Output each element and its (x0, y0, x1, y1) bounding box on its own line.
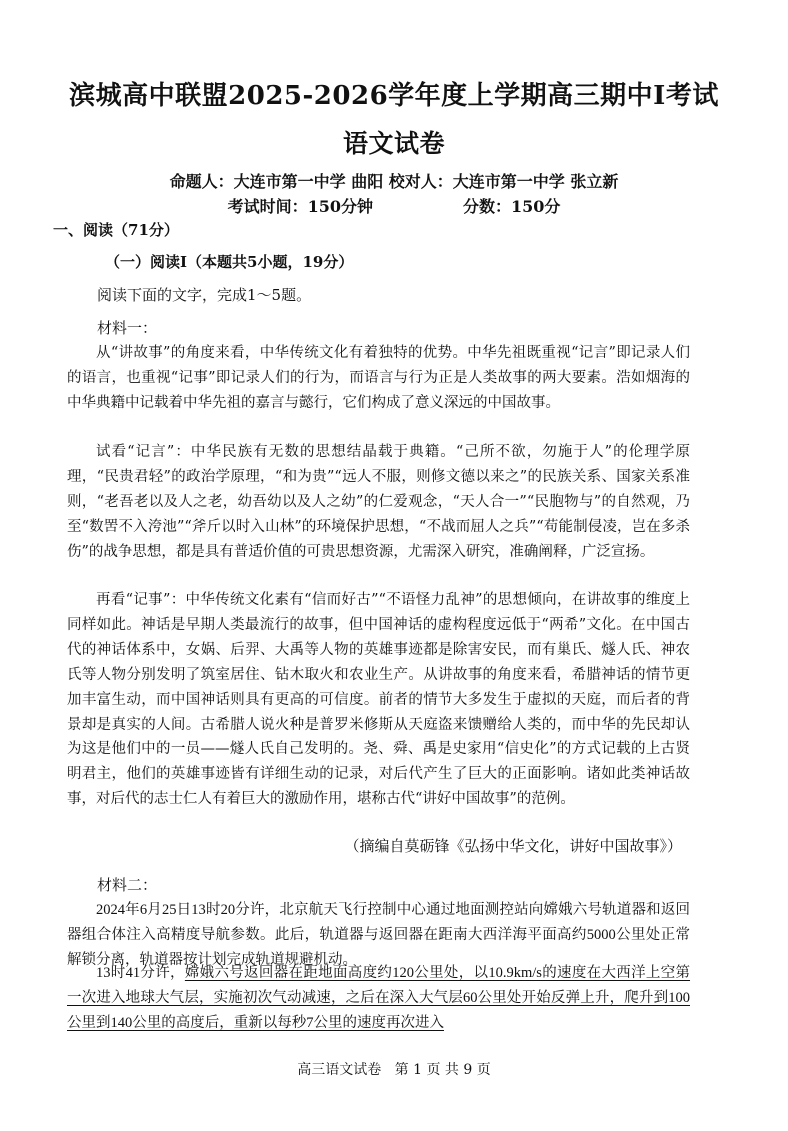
section-title: 一、阅读（71分） (53, 221, 179, 239)
exam-time: 考试时间：150分钟 (227, 197, 373, 216)
material-2-paragraph-1: 2024年6月25日13时20分许，北京航天飞行控制中心通过地面测控站向嫦娥六号轨道器和返回器组合体注入高精度导航参数。此后，轨道器与返回器在距南大西洋海平面高约5000公里处正常解锁分离，轨道器按计划完成轨道规避机动。 (67, 902, 690, 968)
exam-main-title: 滨城高中联盟2025-2026学年度上学期高三期中Ⅰ考试 (69, 81, 719, 111)
material-1-paragraph-2: 试看“记言”：中华民族有无数的思想结晶载于典籍。“己所不欲，勿施于人”的伦理学原理，“民贵君轻”的政治学原理，“和为贵”“远人不服，则修文德以来之”的民族关系、国家关系准则，“老吾老以及人之老，幼吾幼以及人之幼”的仁爱观念，“天人合一”“民胞物与”的自然观，乃至“数罟不入洿池”“斧斤以时入山林”的环境保护思想，“不战而屈人之兵”“苟能制侵凌，岂在多杀伤”的战争思想，都是具有普适价值的可贵思想资源，尤需深入研究，准确阐释，广泛宣扬。 (67, 444, 690, 560)
material-1-label: 材料一： (97, 319, 158, 337)
page-footer: 高三语文试卷 第 1 页 共 9 页 (297, 1062, 491, 1078)
material-2-paragraph-2-lead: 13时41分许， (96, 965, 185, 981)
material-1-paragraph-3: 再看“记事”：中华传统文化素有“信而好古”“不语怪力乱神”的思想倾向，在讲故事的维度上同样如此。神话是早期人类最流行的故事，但中国神话的虚构程度远低于“两希”文化。在中国古代的神话体系中，女娲、后羿、大禹等人物的英雄事迹都是除害安民，而有巢氏、燧人氏、神农氏等人物分别发明了筑室居住、钻木取火和农业生产。从讲故事的角度来看，希腊神话的情节更加丰富生动，而中国神话则具有更高的可信度。前者的情节大多发生于虚拟的天庭，而后者的背景却是真实的人间。古希腊人说火种是普罗米修斯从天庭盗来馈赠给人类的，而中华的先民却认为这是他们中的一员——燧人氏自己发明的。尧、舜、禹是史家用“信史化”的方式记载的上古贤明君主，他们的英雄事迹皆有详细生动的记录，对后代产生了巨大的正面影响。诸如此类神话故事，对后代的志士仁人有着巨大的激励作用，堪称古代“讲好中国故事”的范例。 (67, 592, 690, 808)
reading-instruction: 阅读下面的文字，完成1～5题。 (97, 286, 312, 304)
section-subtitle: （一）阅读Ⅰ（本题共5小题，19分） (105, 253, 354, 271)
authors-line: 命题人：大连市第一中学 曲阳 校对人：大连市第一中学 张立新 (169, 172, 619, 191)
material-2-underlined-text: 嫦娥六号返回器在距地面高度约120公里处，以10.9km/s的速度在大西洋上空第一次进入地球大气层，实施初次气动减速，之后在深入大气层60公里处开始反弹上升，爬升到100公里到140公里的高度后，重新以每秒7公里的速度再次进入 (67, 965, 691, 1031)
material-1-paragraph-1: 从“讲故事”的角度来看，中华传统文化有着独特的优势。中华先祖既重视“记言”即记录人们的语言，也重视“记事”即记录人们的行为，而语言与行为正是人类故事的两大要素。浩如烟海的中华典籍中记载着中华先祖的嘉言与懿行，它们构成了意义深远的中国故事。 (67, 345, 690, 411)
exam-score: 分数：150分 (463, 197, 561, 216)
material-1-source: （摘编自莫砺锋《弘扬中华文化，讲好中国故事》） (344, 837, 682, 855)
material-2-label: 材料二： (97, 876, 158, 894)
exam-subject-title: 语文试卷 (342, 129, 445, 158)
material-2-paragraph-2 (67, 961, 690, 1036)
exam-time-score-line (0, 195, 788, 219)
